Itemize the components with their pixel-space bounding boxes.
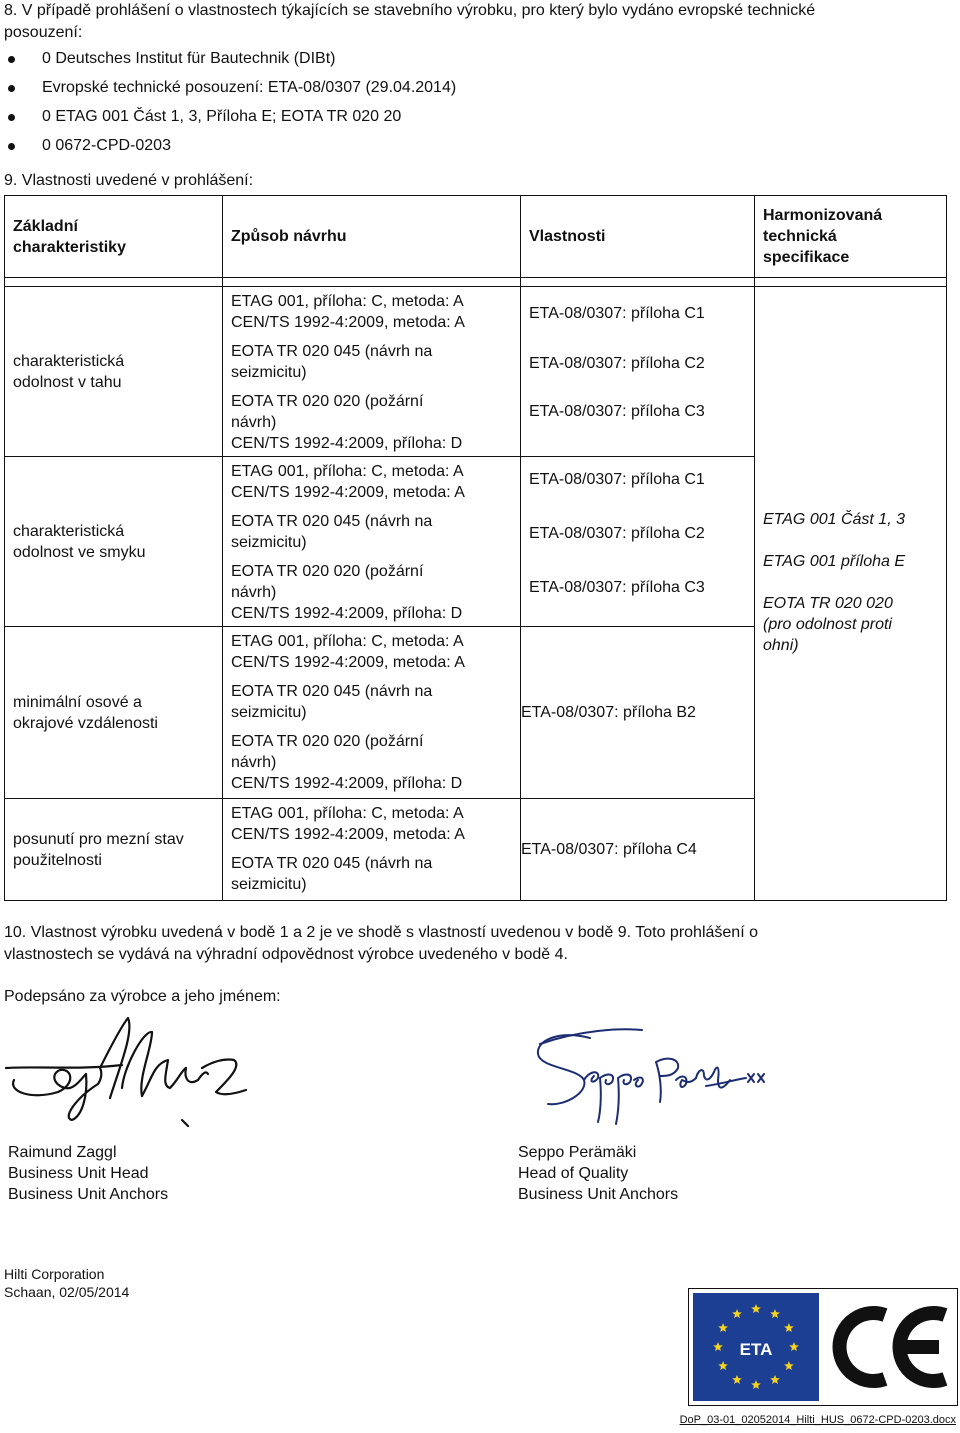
bullet-icon [8,85,15,92]
bullet-icon [8,114,15,121]
characteristic-text: odolnost v tahu [13,374,122,391]
list-item [4,135,956,164]
design-cell [223,627,521,799]
design-text: EOTA TR 020 045 (návrh na [231,343,433,360]
company-name: Hilti Corporation [4,1266,105,1282]
property-text: ETA-08/0307: příloha C1 [529,471,705,488]
eta-ce-logo [689,1289,957,1405]
harmonized-text: (pro odolnost proti [763,616,892,633]
design-text: EOTA TR 020 045 (návrh na [231,683,433,700]
section-8-title-line2: posouzení: [4,24,83,41]
footer-company [4,1265,129,1301]
design-text: návrh) [231,584,277,601]
table-header-row [5,196,947,278]
characteristic-cell [5,457,223,627]
section-8 [4,0,956,164]
bullet-icon [8,143,15,150]
property-text: ETA-08/0307: příloha C1 [529,305,705,322]
characteristic-text: minimální osové a [13,693,142,711]
section-10 [4,922,944,966]
section-10-line2: vlastnostech se vydává na výhradní odpovědnost výrobce uvedeného v bodě 4. [4,946,568,963]
header-text: technická [763,228,837,245]
ce-mark-icon [840,1313,945,1381]
list-item-text: Evropské technické posouzení: ETA-08/0307 (29.04.2014) [42,79,457,96]
section-10-line1: 10. Vlastnost výrobku uvedená v bodě 1 a 2 je ve shodě s vlastností uvedenou v bodě 9. Toto prohlášení o [4,924,758,941]
property-cell [521,287,755,457]
signed-label: Podepsáno za výrobce a jeho jménem: [4,988,281,1005]
table-row [5,287,947,457]
property-cell [521,457,755,627]
place-date: Schaan, 02/05/2014 [4,1284,130,1300]
signatory-2 [518,1142,678,1205]
signatory-unit: Business Unit Anchors [8,1186,169,1203]
table-spacer-row [5,278,947,287]
property-text: ETA-08/0307: příloha C2 [529,525,705,542]
header-text: specifikace [763,249,850,266]
harmonized-text: ETAG 001 příloha E [763,553,905,570]
harmonized-text: EOTA TR 020 020 [763,595,893,612]
signature-zaggl [2,1008,252,1134]
signatory-title: Head of Quality [518,1165,629,1182]
design-text: CEN/TS 1992-4:2009, metoda: A [231,654,465,671]
characteristic-cell [5,627,223,799]
characteristic-text: charakteristická [13,353,125,370]
characteristic-text: charakteristická [13,522,125,540]
design-text: seizmicitu) [231,364,307,381]
design-text: seizmicitu) [231,534,307,551]
property-text: ETA-08/0307: příloha B2 [521,704,696,721]
property-text: ETA-08/0307: příloha C2 [529,355,705,372]
design-text: EOTA TR 020 045 (návrh na [231,855,433,872]
design-text: seizmicitu) [231,704,307,721]
design-text: EOTA TR 020 020 (požární [231,563,424,580]
header-text: charakteristiky [13,238,126,256]
characteristic-text: odolnost ve smyku [13,543,146,561]
design-text: seizmicitu) [231,876,307,893]
design-cell [223,457,521,627]
header-harmonized-spec [755,196,947,278]
property-text: ETA-08/0307: příloha C3 [529,403,705,420]
characteristic-text: okrajové vzdálenosti [13,714,158,732]
design-text: ETAG 001, příloha: C, metoda: A [231,805,464,822]
design-text: EOTA TR 020 020 (požární [231,733,424,750]
header-text: Způsob návrhu [231,228,347,245]
design-cell [223,287,521,457]
characteristic-text: posunutí pro mezní stav [13,830,184,848]
properties-table [4,195,947,901]
harmonized-text: ETAG 001 Část 1, 3 [763,511,905,528]
signatory-name: Raimund Zaggl [8,1144,117,1161]
design-text: CEN/TS 1992-4:2009, příloha: D [231,605,463,622]
list-item [4,77,956,106]
list-item-text: 0 0672-CPD-0203 [42,137,171,154]
signatory-unit: Business Unit Anchors [518,1186,679,1203]
list-item-text: 0 Deutsches Institut für Bautechnik (DIBt) [42,50,336,67]
harmonized-spec-cell [755,287,947,901]
header-properties [521,196,755,278]
property-cell [521,799,755,901]
characteristic-cell [5,287,223,457]
signature-peramaki [520,1010,770,1136]
conformity-logos [688,1288,958,1406]
bullet-icon [8,56,15,63]
harmonized-text: ohni) [763,637,799,654]
section-8-title-line1: 8. V případě prohlášení o vlastnostech týkajících se stavebního výrobku, pro který bylo vydáno evropské technické [4,2,816,19]
list-item [4,106,956,135]
document-filename: DoP_03-01_02052014_Hilti_HUS_0672-CPD-0203.docx [679,1414,956,1426]
characteristic-cell [5,799,223,901]
signatory-name: Seppo Perämäki [518,1144,637,1161]
section-8-list [4,48,956,164]
property-text: ETA-08/0307: příloha C4 [521,841,697,858]
property-cell [521,627,755,799]
design-text: CEN/TS 1992-4:2009, metoda: A [231,314,465,331]
eta-logo-text: ETA [739,1340,773,1359]
list-item [4,48,956,77]
header-text: Vlastnosti [529,228,606,245]
header-basic-characteristics [5,196,223,278]
design-text: EOTA TR 020 045 (návrh na [231,513,433,530]
design-text: CEN/TS 1992-4:2009, metoda: A [231,826,465,843]
design-text: CEN/TS 1992-4:2009, metoda: A [231,484,465,501]
design-text: návrh) [231,414,277,431]
signatory-title: Business Unit Head [8,1165,149,1182]
property-text: ETA-08/0307: příloha C3 [529,579,705,596]
signatory-1 [8,1142,168,1205]
design-text: EOTA TR 020 020 (požární [231,393,424,410]
design-text: CEN/TS 1992-4:2009, příloha: D [231,435,463,452]
header-text: Harmonizovaná [763,207,883,224]
characteristic-text: použitelnosti [13,851,102,869]
header-design-method [223,196,521,278]
design-text: ETAG 001, příloha: C, metoda: A [231,633,464,650]
design-text: ETAG 001, příloha: C, metoda: A [231,463,464,480]
section-9-title: 9. Vlastnosti uvedené v prohlášení: [4,172,254,189]
header-text: Základní [13,217,78,235]
list-item-text: 0 ETAG 001 Část 1, 3, Příloha E; EOTA TR 020 20 [42,108,402,125]
design-text: návrh) [231,754,277,771]
design-text: ETAG 001, příloha: C, metoda: A [231,293,464,310]
design-cell [223,799,521,901]
design-text: CEN/TS 1992-4:2009, příloha: D [231,775,463,792]
